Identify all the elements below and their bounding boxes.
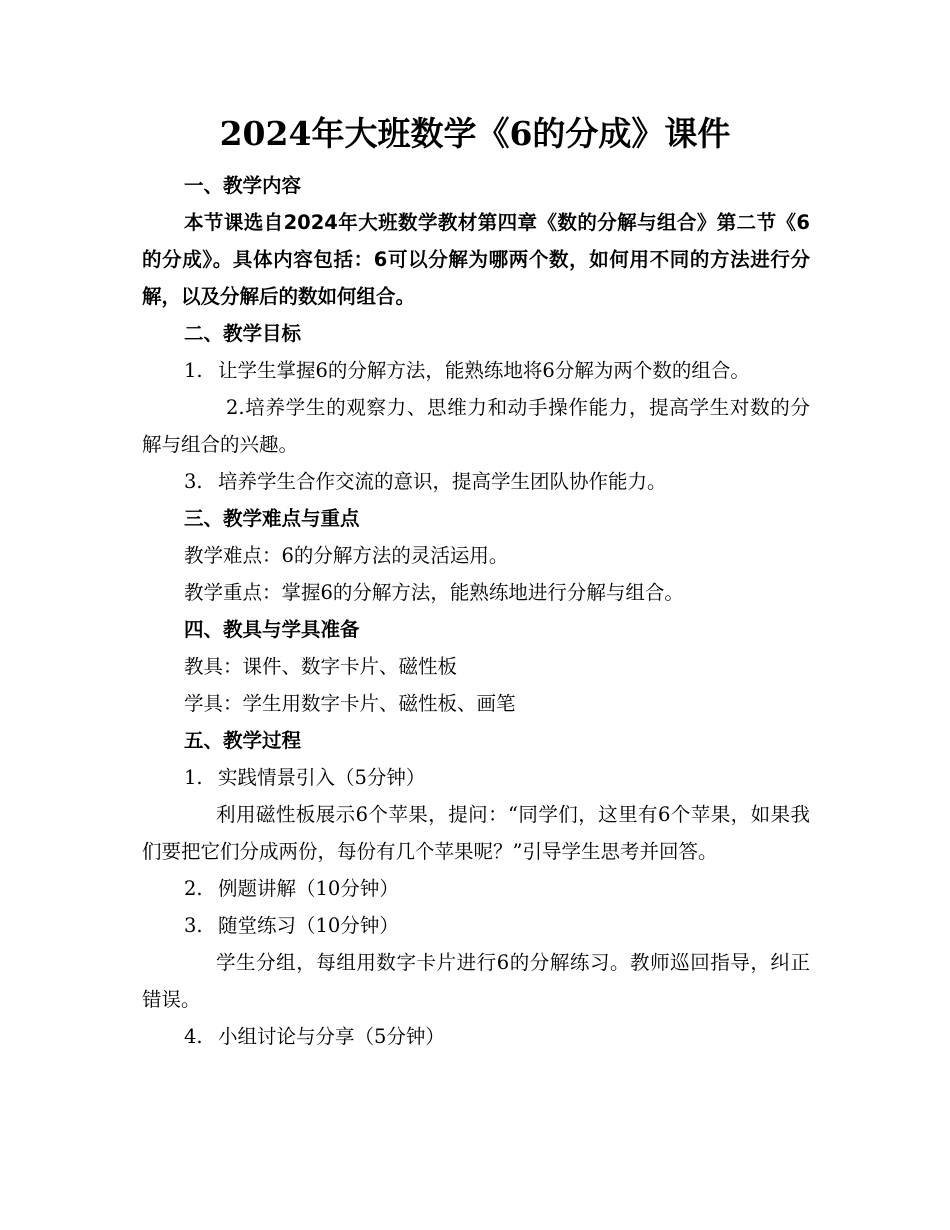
step-number: 3.	[184, 914, 203, 937]
step-text: 例题讲解（10分钟）	[218, 877, 399, 900]
difficulty-line: 教学难点：6的分解方法的灵活运用。	[184, 544, 509, 567]
goal-item	[142, 463, 810, 500]
goal-item	[142, 352, 810, 389]
goal-number: 2.	[226, 396, 245, 419]
teaching-content-paragraph: 本节课选自2024年大班数学教材第四章《数的分解与组合》第二节《6的分成》。具体内容包括：6可以分解为哪两个数，如何用不同的方法进行分解，以及分解后的数如何组合。	[142, 211, 810, 308]
section-heading-materials: 四、教具与学具准备	[184, 618, 360, 641]
goal-number: 3.	[184, 470, 203, 493]
step-number: 4.	[184, 1025, 203, 1048]
goal-number: 1.	[184, 359, 203, 382]
goal-text: 培养学生合作交流的意识，提高学生团队协作能力。	[218, 470, 667, 493]
section-heading-teaching-goals: 二、教学目标	[184, 322, 302, 345]
document-title: 2024年大班数学《6的分成》课件	[219, 114, 731, 153]
step-number: 1.	[184, 766, 203, 789]
process-step	[142, 759, 810, 796]
key-point-line: 教学重点：掌握6的分解方法，能熟练地进行分解与组合。	[184, 581, 684, 604]
section-heading-difficulties: 三、教学难点与重点	[184, 507, 360, 530]
process-step	[142, 870, 810, 907]
step-detail-paragraph: 利用磁性板展示6个苹果，提问：“同学们，这里有6个苹果，如果我们要把它们分成两份，每份有几个苹果呢？”引导学生思考并回答。	[142, 803, 810, 863]
step-text: 随堂练习（10分钟）	[218, 914, 399, 937]
goal-text: 培养学生的观察力、思维力和动手操作能力，提高学生对数的分解与组合的兴趣。	[142, 396, 810, 456]
teacher-materials-line: 教具：课件、数字卡片、磁性板	[184, 655, 458, 678]
step-detail-paragraph: 学生分组，每组用数字卡片进行6的分解练习。教师巡回指导，纠正错误。	[142, 951, 810, 1011]
section-heading-process: 五、教学过程	[184, 729, 302, 752]
student-materials-line: 学具：学生用数字卡片、磁性板、画笔	[184, 692, 516, 715]
step-number: 2.	[184, 877, 203, 900]
section-heading-teaching-content: 一、教学内容	[184, 174, 302, 197]
step-text: 小组讨论与分享（5分钟）	[218, 1025, 445, 1048]
step-text: 实践情景引入（5分钟）	[218, 766, 426, 789]
goal-text: 让学生掌握6的分解方法，能熟练地将6分解为两个数的组合。	[218, 359, 750, 382]
process-step	[142, 1018, 810, 1055]
document-body	[142, 167, 810, 1055]
goal-item	[142, 389, 810, 463]
process-step	[142, 907, 810, 944]
